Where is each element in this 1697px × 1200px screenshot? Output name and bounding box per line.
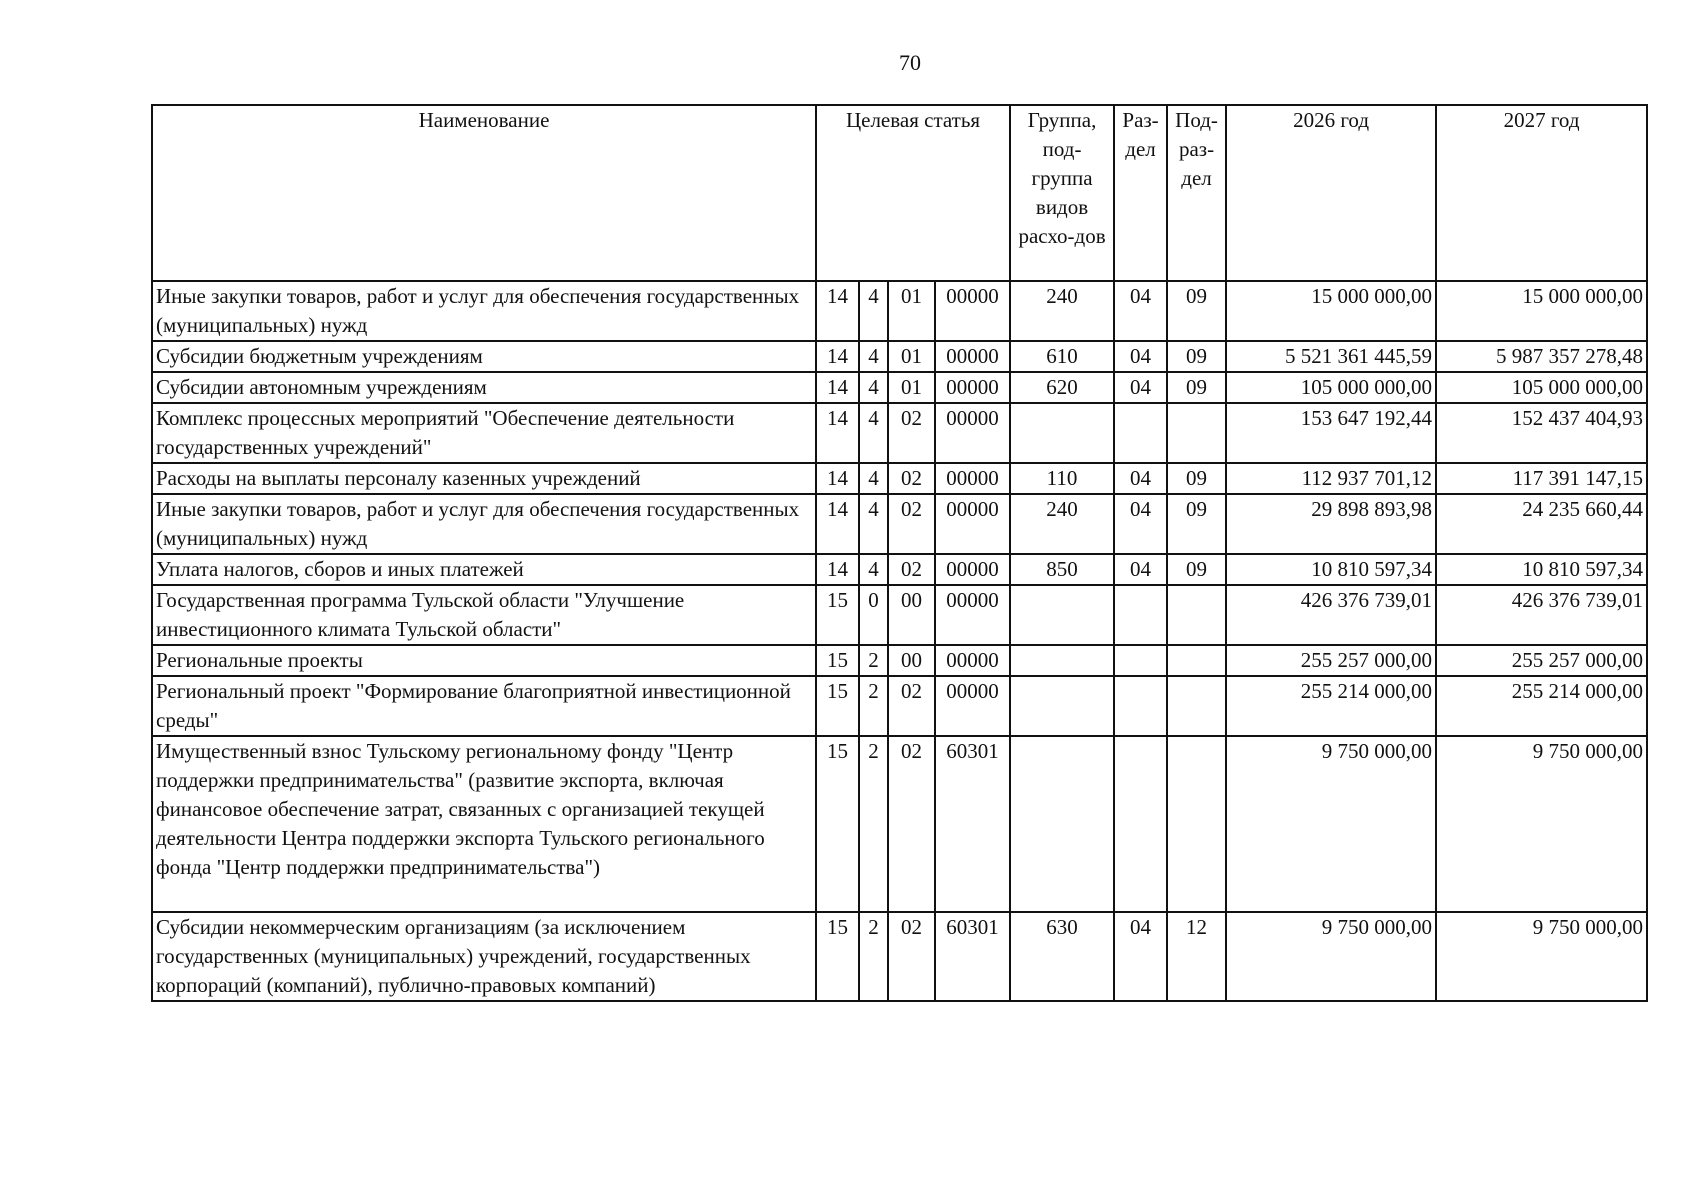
- target-code-direction: 00000: [935, 676, 1010, 736]
- target-code-program: 14: [816, 372, 859, 403]
- target-code-direction: 00000: [935, 585, 1010, 645]
- target-code-program: 14: [816, 554, 859, 585]
- amount-2027: 255 257 000,00: [1436, 645, 1647, 676]
- row-name: Субсидии бюджетным учреждениям: [152, 341, 816, 372]
- expense-group: [1010, 585, 1114, 645]
- section-code: [1114, 736, 1167, 912]
- section-code: [1114, 676, 1167, 736]
- amount-2026: 255 214 000,00: [1226, 676, 1436, 736]
- expense-group: [1010, 676, 1114, 736]
- header-year-2026: 2026 год: [1226, 105, 1436, 281]
- target-code-type: 4: [859, 463, 888, 494]
- expense-group: [1010, 645, 1114, 676]
- table-row: [152, 494, 1647, 554]
- target-code-structural: 02: [888, 554, 935, 585]
- target-code-direction: 00000: [935, 554, 1010, 585]
- expense-group: [1010, 736, 1114, 912]
- amount-2026: 426 376 739,01: [1226, 585, 1436, 645]
- expense-group: 620: [1010, 372, 1114, 403]
- target-code-type: 2: [859, 912, 888, 1001]
- header-year-2027: 2027 год: [1436, 105, 1647, 281]
- target-code-type: 2: [859, 676, 888, 736]
- section-code: 04: [1114, 463, 1167, 494]
- subsection-code: 09: [1167, 494, 1226, 554]
- row-name: Субсидии некоммерческим организациям (за исключением государственных (муниципальных) учреждений, государственных корпораций (компаний), публично-правовых компаний): [152, 912, 816, 1001]
- expense-group: 610: [1010, 341, 1114, 372]
- row-name: Расходы на выплаты персоналу казенных учреждений: [152, 463, 816, 494]
- row-name: Государственная программа Тульской области "Улучшение инвестиционного климата Тульской области": [152, 585, 816, 645]
- target-code-structural: 02: [888, 403, 935, 463]
- row-name: Региональный проект "Формирование благоприятной инвестиционной среды": [152, 676, 816, 736]
- target-code-type: 4: [859, 494, 888, 554]
- amount-2027: 5 987 357 278,48: [1436, 341, 1647, 372]
- amount-2026: 153 647 192,44: [1226, 403, 1436, 463]
- section-code: [1114, 585, 1167, 645]
- amount-2026: 105 000 000,00: [1226, 372, 1436, 403]
- target-code-direction: 00000: [935, 341, 1010, 372]
- row-name: Иные закупки товаров, работ и услуг для обеспечения государственных (муниципальных) нужд: [152, 281, 816, 341]
- target-code-direction: 00000: [935, 372, 1010, 403]
- target-code-direction: 60301: [935, 912, 1010, 1001]
- target-code-structural: 01: [888, 372, 935, 403]
- table-row: [152, 585, 1647, 645]
- amount-2026: 112 937 701,12: [1226, 463, 1436, 494]
- table-row: [152, 645, 1647, 676]
- table-row: [152, 554, 1647, 585]
- amount-2027: 9 750 000,00: [1436, 912, 1647, 1001]
- amount-2026: 10 810 597,34: [1226, 554, 1436, 585]
- target-code-direction: 00000: [935, 403, 1010, 463]
- subsection-code: [1167, 645, 1226, 676]
- subsection-code: 09: [1167, 372, 1226, 403]
- subsection-code: 12: [1167, 912, 1226, 1001]
- expense-group: 850: [1010, 554, 1114, 585]
- row-name: Уплата налогов, сборов и иных платежей: [152, 554, 816, 585]
- table-row: [152, 281, 1647, 341]
- page-number: 70: [899, 50, 921, 75]
- subsection-code: [1167, 585, 1226, 645]
- target-code-type: 2: [859, 645, 888, 676]
- amount-2027: 117 391 147,15: [1436, 463, 1647, 494]
- target-code-direction: 00000: [935, 463, 1010, 494]
- target-code-structural: 01: [888, 281, 935, 341]
- target-code-type: 4: [859, 403, 888, 463]
- target-code-program: 14: [816, 463, 859, 494]
- target-code-type: 0: [859, 585, 888, 645]
- header-section: Раз-дел: [1114, 105, 1167, 281]
- amount-2026: 5 521 361 445,59: [1226, 341, 1436, 372]
- amount-2027: 15 000 000,00: [1436, 281, 1647, 341]
- amount-2027: 9 750 000,00: [1436, 736, 1647, 912]
- header-target-article: Целевая статья: [816, 105, 1010, 281]
- table-row: [152, 341, 1647, 372]
- budget-table: [151, 104, 1648, 1002]
- section-code: 04: [1114, 372, 1167, 403]
- target-code-program: 15: [816, 912, 859, 1001]
- target-code-type: 4: [859, 341, 888, 372]
- subsection-code: 09: [1167, 281, 1226, 341]
- amount-2027: 255 214 000,00: [1436, 676, 1647, 736]
- amount-2026: 9 750 000,00: [1226, 912, 1436, 1001]
- target-code-direction: 00000: [935, 494, 1010, 554]
- row-name: Имущественный взнос Тульскому региональному фонду "Центр поддержки предпринимательства" (развитие экспорта, включая финансовое обеспечение затрат, связанных с организацией текущей деятельности Центра поддержки экспорта Тульского регионального фонда "Центр поддержки предпринимательства"): [152, 736, 816, 912]
- expense-group: 240: [1010, 281, 1114, 341]
- target-code-structural: 00: [888, 645, 935, 676]
- row-name: Региональные проекты: [152, 645, 816, 676]
- target-code-program: 14: [816, 341, 859, 372]
- amount-2027: 105 000 000,00: [1436, 372, 1647, 403]
- target-code-structural: 02: [888, 736, 935, 912]
- header-group: Группа, под-группа видов расхо-дов: [1010, 105, 1114, 281]
- target-code-structural: 02: [888, 463, 935, 494]
- table-header-row: [152, 105, 1647, 281]
- target-code-type: 4: [859, 281, 888, 341]
- amount-2027: 24 235 660,44: [1436, 494, 1647, 554]
- subsection-code: [1167, 736, 1226, 912]
- target-code-program: 15: [816, 736, 859, 912]
- table-row: [152, 912, 1647, 1001]
- section-code: 04: [1114, 281, 1167, 341]
- amount-2027: 10 810 597,34: [1436, 554, 1647, 585]
- subsection-code: 09: [1167, 554, 1226, 585]
- amount-2026: 29 898 893,98: [1226, 494, 1436, 554]
- target-code-program: 15: [816, 676, 859, 736]
- target-code-direction: 60301: [935, 736, 1010, 912]
- table-row: [152, 736, 1647, 912]
- amount-2026: 15 000 000,00: [1226, 281, 1436, 341]
- subsection-code: [1167, 676, 1226, 736]
- section-code: 04: [1114, 912, 1167, 1001]
- expense-group: 240: [1010, 494, 1114, 554]
- expense-group: 110: [1010, 463, 1114, 494]
- section-code: [1114, 403, 1167, 463]
- target-code-program: 14: [816, 281, 859, 341]
- target-code-structural: 02: [888, 494, 935, 554]
- target-code-program: 14: [816, 403, 859, 463]
- section-code: 04: [1114, 341, 1167, 372]
- subsection-code: 09: [1167, 463, 1226, 494]
- target-code-structural: 00: [888, 585, 935, 645]
- target-code-type: 4: [859, 554, 888, 585]
- row-name: Иные закупки товаров, работ и услуг для обеспечения государственных (муниципальных) нужд: [152, 494, 816, 554]
- target-code-structural: 02: [888, 912, 935, 1001]
- header-name: Наименование: [152, 105, 816, 281]
- table-row: [152, 372, 1647, 403]
- header-subsection: Под-раз-дел: [1167, 105, 1226, 281]
- table-row: [152, 403, 1647, 463]
- expense-group: 630: [1010, 912, 1114, 1001]
- amount-2026: 9 750 000,00: [1226, 736, 1436, 912]
- amount-2027: 426 376 739,01: [1436, 585, 1647, 645]
- subsection-code: 09: [1167, 341, 1226, 372]
- amount-2027: 152 437 404,93: [1436, 403, 1647, 463]
- target-code-program: 15: [816, 585, 859, 645]
- expense-group: [1010, 403, 1114, 463]
- target-code-type: 2: [859, 736, 888, 912]
- target-code-direction: 00000: [935, 281, 1010, 341]
- section-code: 04: [1114, 494, 1167, 554]
- target-code-program: 14: [816, 494, 859, 554]
- target-code-direction: 00000: [935, 645, 1010, 676]
- subsection-code: [1167, 403, 1226, 463]
- target-code-structural: 01: [888, 341, 935, 372]
- table-row: [152, 463, 1647, 494]
- table-row: [152, 676, 1647, 736]
- section-code: [1114, 645, 1167, 676]
- target-code-structural: 02: [888, 676, 935, 736]
- amount-2026: 255 257 000,00: [1226, 645, 1436, 676]
- target-code-program: 15: [816, 645, 859, 676]
- row-name: Комплекс процессных мероприятий "Обеспечение деятельности государственных учреждений": [152, 403, 816, 463]
- section-code: 04: [1114, 554, 1167, 585]
- row-name: Субсидии автономным учреждениям: [152, 372, 816, 403]
- target-code-type: 4: [859, 372, 888, 403]
